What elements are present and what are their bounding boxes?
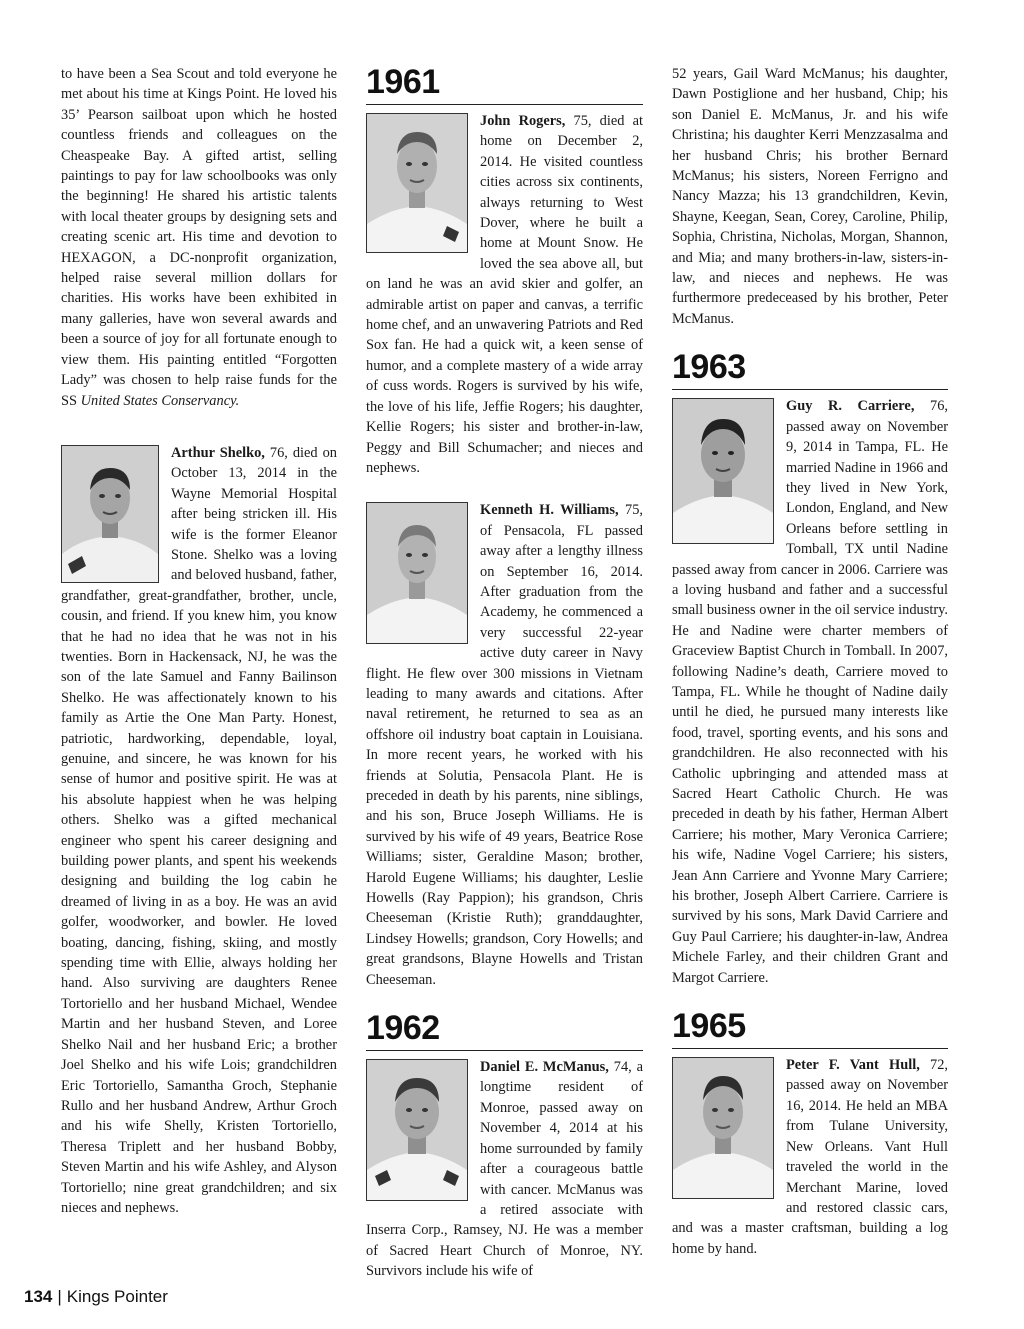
portrait-photo-shelko xyxy=(61,445,159,583)
portrait-icon xyxy=(367,503,467,643)
year-heading-1963: 1963 xyxy=(672,349,948,390)
obituary-peter-vant-hull: Peter F. Vant Hull, 72, passed away on November 16, 2014. He held an MBA from Tulane University, New Orleans. Vant Hull traveled the world in the Merchant Marine, loved and restored classic cars, and was a master craftsman, building a log home by hand. xyxy=(672,1057,948,1257)
obituary-kenneth-williams: Kenneth H. Williams, 75, of Pensacola, FL passed away after a lengthy illness on September 16, 2014. After graduation from the Academy, he commenced a very successful 22-year active duty career in Navy flight. He flew over 300 missions in Vietnam leading to many awards and citations. After naval retirement, he returned to sea as an offshore oil industry boat captain in Louisiana. In more recent years, he worked with his friends at Solutia, Pensacola Plant. He is preceded in death by his parents, nine siblings, and his son, Bruce Joseph Williams. He is survived by his wife of 49 years, Beatrice Rose Williams; sister, Geraldine Mason; brother, Harold Eugene Williams; his daughter, Leslie Howells (Ray Pappion); his grandson, Chris Cheeseman (Kristie Ruth); granddaughter, Lindsey Howells; grandson, Cory Howells; and great grandsons, Blayne Howells and Tristan Cheeseman. xyxy=(366,502,643,988)
page-number: 134 xyxy=(24,1287,53,1306)
portrait-photo-carriere xyxy=(672,398,774,544)
column-3 xyxy=(672,64,948,1259)
portrait-photo-vant-hull xyxy=(672,1057,774,1199)
portrait-icon xyxy=(62,446,158,582)
obituary-guy-carriere: Guy R. Carriere, 76, passed away on November 9, 2014 in Tampa, FL. He married Nadine in 1966 and they lived in New York, London, England, and New Orleans before settling in Tomball, TX until Nadine passed away from cancer in 2006. Carriere was a loving husband and father and a successful small business owner in the oil service industry. He and Nadine were charter members of Graceview Baptist Church in Tomball. In 2007, following Nadine’s death, Carriere moved to Tampa, FL. While he thought of Nadine daily until he died, he pursued many interests like food, travel, sporting events, and his sons and grandchildren. He also reconnected with his Catholic upbringing and attended mass at Sacred Heart Catholic Church. He was preceded in death by his father, Herman Albert Carriere; his mother, Mary Veronica Carriere; his wife, Nadine Vogel Carriere; his sisters, Jean Ann Carriere and Yvonne Mary Carriere; his brother, Joseph Albert Carriere. Carriere is survived by his sons, Mark David Carriere and Guy Paul Carriere; his daughter-in-law, Andrea Michele Farley, and their children Grant and Margot Carriere. xyxy=(672,398,948,986)
obituary-arthur-shelko: Arthur Shelko, 76, died on October 13, 2014 in the Wayne Memorial Hospital after being stricken ill. His wife is the former Eleanor Stone. Shelko was a loving and beloved husband, father, grandfather, great-grandfather, brother, uncle, cousin, and friend. If you knew him, you know that he had no idea that he was not in his twenties. Born in Hackensack, NJ, he was the son of the late Samuel and Fanny Bailinson Shelko. He was affectionately known to his family as Artie the One Man Party. Honest, patriotic, hardworking, dependable, loyal, genuine, and sincere, he was known for his sense of humor and positive spirit. He was at his absolute happiest when he was helping others. Shelko was a gifted mechanical engineer who spent his career designing and building power plants, and spent his weekends designing and building the log cabin he dreamed of living in as a boy. He was an avid golfer, woodworker, and bowler. He loved boating, dancing, fishing, skiing, and mostly spending time with Ellie, always holding her hand. Also surviving are daughters Renee Tortoriello and her husband Michael, Wendee Martin and her husband Steven, and Loree Shelko Nail and her husband Eric; a brother Joel Shelko and his wife Lois; grandchildren Eric Tortoriello, Samantha Groch, Stephanie Rullo and her husband Andrew, Arthur Groch and his wife Shelly, Kristen Tortoriello, Theresa Triplett and her husband Bobby, Steven Martin and his wife Ashley, and Alyson Tortoriello; nine great grandchildren; and six nieces and nephews. xyxy=(61,444,337,1216)
shelko-obit-continued: to have been a Sea Scout and told everyone he met about his time at Kings Point. He loved his 35’ Pearson sailboat upon which he hosted countless friends and colleagues on the Cheaspeake Bay. A gifted artist, selling paintings to pay for law schoolbooks was only the beginning! He shared his artistic talents with local theater groups by designing sets and creating scenic art. His time and devotion to HEXAGON, a DC-nonprofit organization, helped raise several million dollars for charities. His works have been exhibited in many galleries, have won several awards and been a source of joy for all fortunate enough to view them. His painting entitled “Forgotten Lady” was chosen to help raise funds for the SS United States Conservancy. xyxy=(61,66,337,409)
mcmanus-obit-continued: 52 years, Gail Ward McManus; his daughter, Dawn Postiglione and her husband, Chip; his son Daniel E. McManus, Jr. and his wife Christina; his daughter Kerri Menzzasalma and her husband Chris; his brother Bernard McManus; his sisters, Noreen Ferrigno and Nancy Mazza; his 13 grandchildren, Kevin, Shayne, Keegan, Sean, Corey, Caroline, Philip, Sophia, Christina, Nicholas, Morgan, Shannon, and Mia; and many brothers-in-law, sisters-in-law, and nieces and nephews. He was furthermore predeceased by his brother, Peter McManus. xyxy=(672,66,948,327)
page-footer xyxy=(24,1287,168,1307)
portrait-icon xyxy=(673,399,773,543)
obituary-john-rogers: John Rogers, 75, died at home on December 2, 2014. He visited countless cities across six continents, always returning to West Dover, where he built a home at Mount Snow. He loved the sea above all, but on land he was an avid skier and golfer, an admirable artist on paper and canvas, a terrific home chef, and an unwavering Patriots and Red Sox fan. He had a quick wit, a keen sense of humor, and a complete mastery of a wide array of cuss words. Rogers is survived by his wife, the love of his life, Jeffie Rogers; his daughter, Kellie Rogers; his sister and brother-in-law, Peggy and Bill Schumacher; and nieces and nephews. xyxy=(366,113,643,476)
portrait-icon xyxy=(367,114,467,252)
year-heading-1962: 1962 xyxy=(366,1010,643,1051)
portrait-photo-rogers xyxy=(366,113,468,253)
column-1 xyxy=(61,64,337,1218)
year-heading-1965: 1965 xyxy=(672,1008,948,1049)
column-2 xyxy=(366,64,643,1282)
obituary-daniel-mcmanus: Daniel E. McManus, 74, a longtime resident of Monroe, passed away on November 4, 2014 at his home surrounded by family after a courageous battle with cancer. McManus was a retired associate with Inserra Corp., Ramsey, NJ. He was a member of Sacred Heart Church of Monroe, NY. Survivors include his wife of xyxy=(366,1059,643,1280)
publication-name: Kings Pointer xyxy=(66,1287,168,1306)
portrait-icon xyxy=(673,1058,773,1198)
footer-separator: | xyxy=(57,1287,62,1306)
portrait-photo-mcmanus xyxy=(366,1059,468,1201)
portrait-icon xyxy=(367,1060,467,1200)
portrait-photo-williams xyxy=(366,502,468,644)
year-heading-1961: 1961 xyxy=(366,64,643,105)
